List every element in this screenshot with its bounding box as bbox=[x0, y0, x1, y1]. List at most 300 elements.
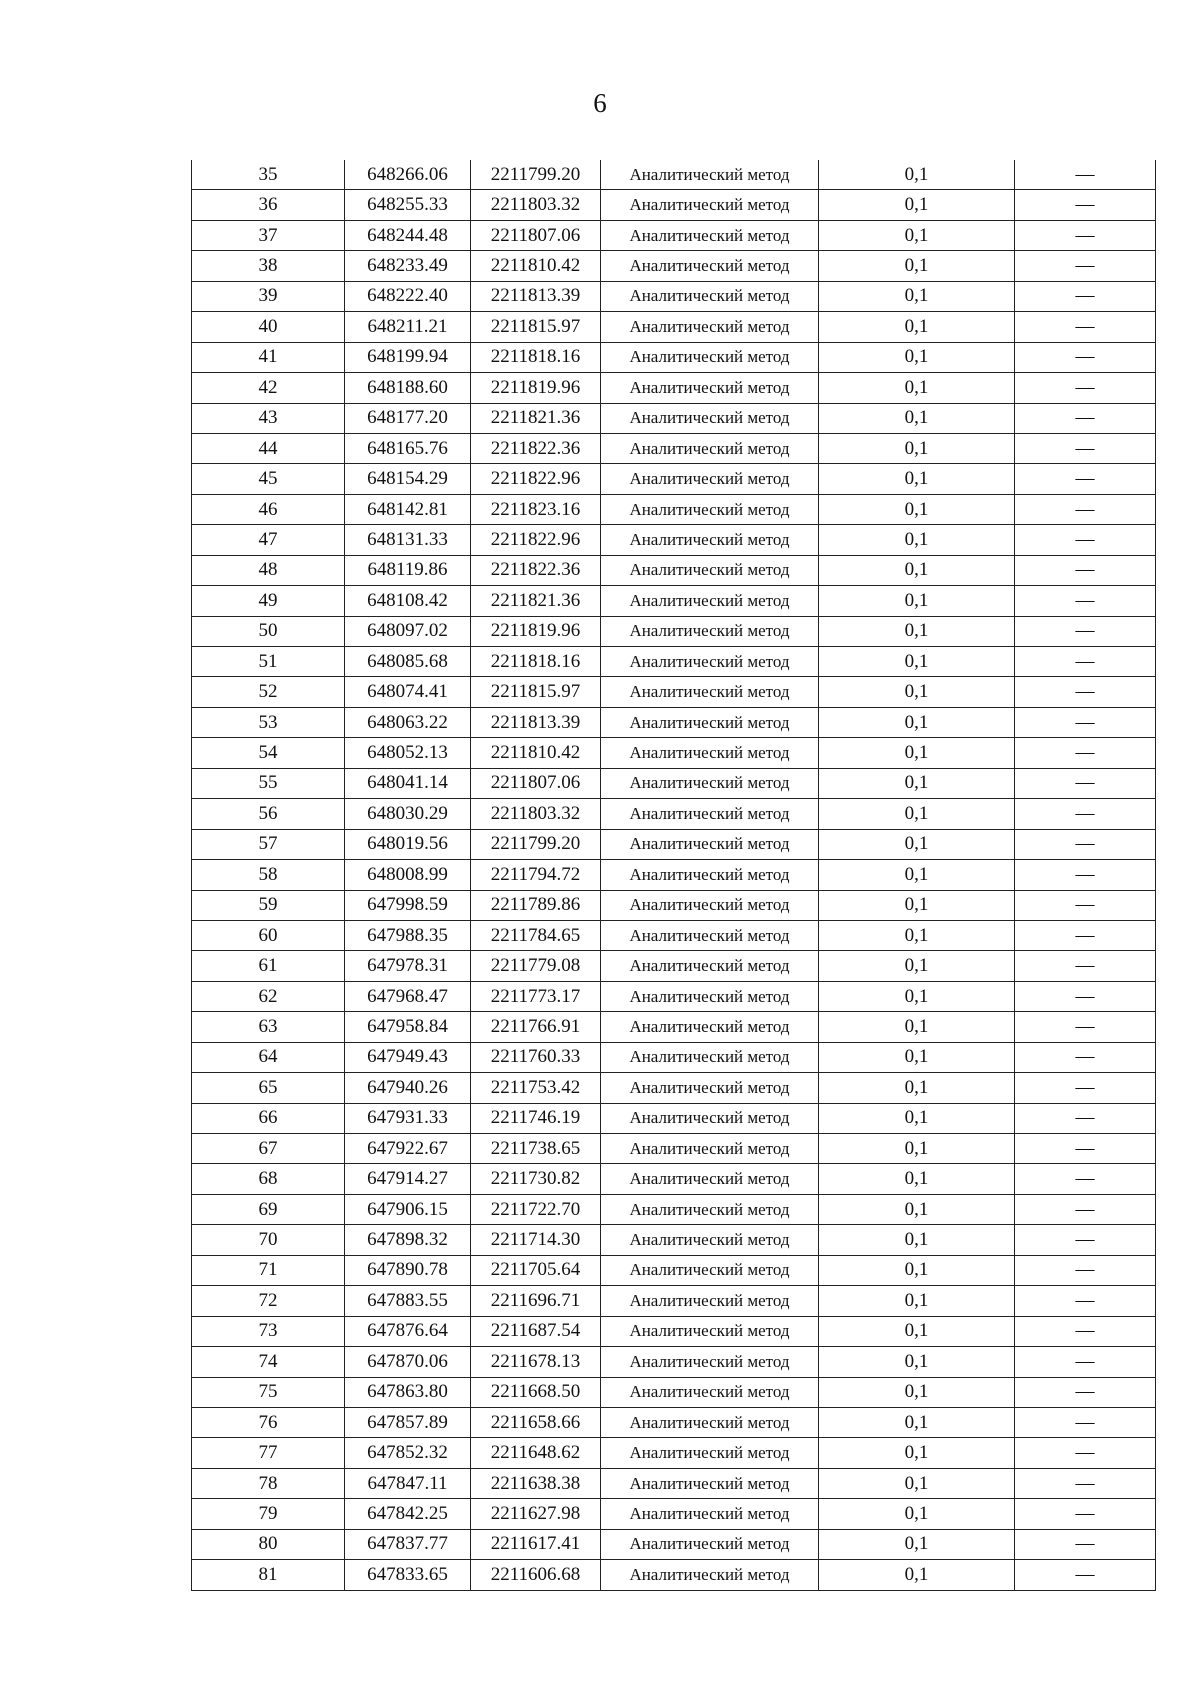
point-number-cell: 38 bbox=[192, 251, 345, 281]
table-row bbox=[192, 1255, 1156, 1285]
table-row bbox=[192, 373, 1156, 403]
x-coordinate-cell: 648063.22 bbox=[345, 707, 471, 737]
method-cell: Аналитический метод bbox=[601, 1438, 819, 1468]
point-number-cell: 40 bbox=[192, 312, 345, 342]
y-coordinate-cell: 2211815.97 bbox=[471, 312, 601, 342]
point-number-cell: 57 bbox=[192, 829, 345, 859]
x-coordinate-cell: 647857.89 bbox=[345, 1407, 471, 1437]
method-cell: Аналитический метод bbox=[601, 1377, 819, 1407]
description-cell: — bbox=[1015, 1316, 1156, 1346]
x-coordinate-cell: 648177.20 bbox=[345, 403, 471, 433]
y-coordinate-cell: 2211638.38 bbox=[471, 1468, 601, 1498]
description-cell: — bbox=[1015, 738, 1156, 768]
y-coordinate-cell: 2211722.70 bbox=[471, 1194, 601, 1224]
x-coordinate-cell: 647898.32 bbox=[345, 1225, 471, 1255]
accuracy-cell: 0,1 bbox=[819, 738, 1015, 768]
point-number-cell: 66 bbox=[192, 1103, 345, 1133]
x-coordinate-cell: 647890.78 bbox=[345, 1255, 471, 1285]
accuracy-cell: 0,1 bbox=[819, 1134, 1015, 1164]
y-coordinate-cell: 2211810.42 bbox=[471, 251, 601, 281]
x-coordinate-cell: 647870.06 bbox=[345, 1347, 471, 1377]
point-number-cell: 48 bbox=[192, 555, 345, 585]
point-number-cell: 54 bbox=[192, 738, 345, 768]
accuracy-cell: 0,1 bbox=[819, 1438, 1015, 1468]
table-row bbox=[192, 1225, 1156, 1255]
table-row bbox=[192, 768, 1156, 798]
point-number-cell: 55 bbox=[192, 768, 345, 798]
accuracy-cell: 0,1 bbox=[819, 190, 1015, 220]
description-cell: — bbox=[1015, 494, 1156, 524]
description-cell: — bbox=[1015, 312, 1156, 342]
accuracy-cell: 0,1 bbox=[819, 1316, 1015, 1346]
y-coordinate-cell: 2211799.20 bbox=[471, 829, 601, 859]
y-coordinate-cell: 2211687.54 bbox=[471, 1316, 601, 1346]
accuracy-cell: 0,1 bbox=[819, 586, 1015, 616]
accuracy-cell: 0,1 bbox=[819, 768, 1015, 798]
x-coordinate-cell: 648199.94 bbox=[345, 342, 471, 372]
x-coordinate-cell: 648142.81 bbox=[345, 494, 471, 524]
description-cell: — bbox=[1015, 1407, 1156, 1437]
accuracy-cell: 0,1 bbox=[819, 1255, 1015, 1285]
method-cell: Аналитический метод bbox=[601, 494, 819, 524]
accuracy-cell: 0,1 bbox=[819, 1164, 1015, 1194]
accuracy-cell: 0,1 bbox=[819, 1499, 1015, 1529]
table-row bbox=[192, 1012, 1156, 1042]
accuracy-cell: 0,1 bbox=[819, 951, 1015, 981]
table-row bbox=[192, 951, 1156, 981]
table-row bbox=[192, 1103, 1156, 1133]
y-coordinate-cell: 2211822.96 bbox=[471, 525, 601, 555]
y-coordinate-cell: 2211779.08 bbox=[471, 951, 601, 981]
y-coordinate-cell: 2211807.06 bbox=[471, 220, 601, 250]
method-cell: Аналитический метод bbox=[601, 920, 819, 950]
description-cell: — bbox=[1015, 1438, 1156, 1468]
method-cell: Аналитический метод bbox=[601, 586, 819, 616]
accuracy-cell: 0,1 bbox=[819, 433, 1015, 463]
point-number-cell: 37 bbox=[192, 220, 345, 250]
point-number-cell: 45 bbox=[192, 464, 345, 494]
y-coordinate-cell: 2211658.66 bbox=[471, 1407, 601, 1437]
point-number-cell: 81 bbox=[192, 1560, 345, 1590]
method-cell: Аналитический метод bbox=[601, 433, 819, 463]
description-cell: — bbox=[1015, 433, 1156, 463]
x-coordinate-cell: 647883.55 bbox=[345, 1286, 471, 1316]
accuracy-cell: 0,1 bbox=[819, 707, 1015, 737]
method-cell: Аналитический метод bbox=[601, 677, 819, 707]
description-cell: — bbox=[1015, 616, 1156, 646]
table-row bbox=[192, 586, 1156, 616]
description-cell: — bbox=[1015, 1255, 1156, 1285]
accuracy-cell: 0,1 bbox=[819, 890, 1015, 920]
point-number-cell: 61 bbox=[192, 951, 345, 981]
table-row bbox=[192, 1347, 1156, 1377]
table-row bbox=[192, 890, 1156, 920]
y-coordinate-cell: 2211823.16 bbox=[471, 494, 601, 524]
description-cell: — bbox=[1015, 464, 1156, 494]
y-coordinate-cell: 2211803.32 bbox=[471, 190, 601, 220]
description-cell: — bbox=[1015, 829, 1156, 859]
description-cell: — bbox=[1015, 342, 1156, 372]
method-cell: Аналитический метод bbox=[601, 981, 819, 1011]
point-number-cell: 63 bbox=[192, 1012, 345, 1042]
point-number-cell: 39 bbox=[192, 281, 345, 311]
table-row bbox=[192, 1468, 1156, 1498]
x-coordinate-cell: 648154.29 bbox=[345, 464, 471, 494]
y-coordinate-cell: 2211794.72 bbox=[471, 860, 601, 890]
description-cell: — bbox=[1015, 951, 1156, 981]
accuracy-cell: 0,1 bbox=[819, 281, 1015, 311]
method-cell: Аналитический метод bbox=[601, 312, 819, 342]
y-coordinate-cell: 2211821.36 bbox=[471, 403, 601, 433]
y-coordinate-cell: 2211730.82 bbox=[471, 1164, 601, 1194]
method-cell: Аналитический метод bbox=[601, 647, 819, 677]
accuracy-cell: 0,1 bbox=[819, 1286, 1015, 1316]
point-number-cell: 79 bbox=[192, 1499, 345, 1529]
table-row bbox=[192, 555, 1156, 585]
point-number-cell: 67 bbox=[192, 1134, 345, 1164]
point-number-cell: 46 bbox=[192, 494, 345, 524]
method-cell: Аналитический метод bbox=[601, 707, 819, 737]
x-coordinate-cell: 647847.11 bbox=[345, 1468, 471, 1498]
description-cell: — bbox=[1015, 1347, 1156, 1377]
point-number-cell: 35 bbox=[192, 160, 345, 190]
description-cell: — bbox=[1015, 920, 1156, 950]
x-coordinate-cell: 648097.02 bbox=[345, 616, 471, 646]
point-number-cell: 56 bbox=[192, 799, 345, 829]
description-cell: — bbox=[1015, 1377, 1156, 1407]
accuracy-cell: 0,1 bbox=[819, 403, 1015, 433]
x-coordinate-cell: 647922.67 bbox=[345, 1134, 471, 1164]
accuracy-cell: 0,1 bbox=[819, 1012, 1015, 1042]
x-coordinate-cell: 647998.59 bbox=[345, 890, 471, 920]
method-cell: Аналитический метод bbox=[601, 1407, 819, 1437]
y-coordinate-cell: 2211821.36 bbox=[471, 586, 601, 616]
method-cell: Аналитический метод bbox=[601, 1042, 819, 1072]
y-coordinate-cell: 2211627.98 bbox=[471, 1499, 601, 1529]
y-coordinate-cell: 2211760.33 bbox=[471, 1042, 601, 1072]
accuracy-cell: 0,1 bbox=[819, 677, 1015, 707]
table-row bbox=[192, 1042, 1156, 1072]
point-number-cell: 42 bbox=[192, 373, 345, 403]
point-number-cell: 75 bbox=[192, 1377, 345, 1407]
accuracy-cell: 0,1 bbox=[819, 525, 1015, 555]
description-cell: — bbox=[1015, 768, 1156, 798]
x-coordinate-cell: 647988.35 bbox=[345, 920, 471, 950]
point-number-cell: 59 bbox=[192, 890, 345, 920]
x-coordinate-cell: 648222.40 bbox=[345, 281, 471, 311]
y-coordinate-cell: 2211818.16 bbox=[471, 342, 601, 372]
description-cell: — bbox=[1015, 251, 1156, 281]
y-coordinate-cell: 2211753.42 bbox=[471, 1073, 601, 1103]
point-number-cell: 68 bbox=[192, 1164, 345, 1194]
point-number-cell: 44 bbox=[192, 433, 345, 463]
x-coordinate-cell: 647978.31 bbox=[345, 951, 471, 981]
accuracy-cell: 0,1 bbox=[819, 799, 1015, 829]
description-cell: — bbox=[1015, 1042, 1156, 1072]
x-coordinate-cell: 648188.60 bbox=[345, 373, 471, 403]
method-cell: Аналитический метод bbox=[601, 190, 819, 220]
x-coordinate-cell: 647949.43 bbox=[345, 1042, 471, 1072]
method-cell: Аналитический метод bbox=[601, 403, 819, 433]
table-row bbox=[192, 920, 1156, 950]
x-coordinate-cell: 648019.56 bbox=[345, 829, 471, 859]
table-row bbox=[192, 677, 1156, 707]
description-cell: — bbox=[1015, 555, 1156, 585]
description-cell: — bbox=[1015, 860, 1156, 890]
method-cell: Аналитический метод bbox=[601, 1194, 819, 1224]
point-number-cell: 53 bbox=[192, 707, 345, 737]
accuracy-cell: 0,1 bbox=[819, 494, 1015, 524]
description-cell: — bbox=[1015, 1529, 1156, 1559]
accuracy-cell: 0,1 bbox=[819, 342, 1015, 372]
point-number-cell: 36 bbox=[192, 190, 345, 220]
x-coordinate-cell: 648008.99 bbox=[345, 860, 471, 890]
point-number-cell: 49 bbox=[192, 586, 345, 616]
method-cell: Аналитический метод bbox=[601, 951, 819, 981]
x-coordinate-cell: 648052.13 bbox=[345, 738, 471, 768]
table-row bbox=[192, 160, 1156, 190]
method-cell: Аналитический метод bbox=[601, 890, 819, 920]
x-coordinate-cell: 647876.64 bbox=[345, 1316, 471, 1346]
method-cell: Аналитический метод bbox=[601, 1499, 819, 1529]
table-row bbox=[192, 738, 1156, 768]
description-cell: — bbox=[1015, 220, 1156, 250]
y-coordinate-cell: 2211822.96 bbox=[471, 464, 601, 494]
method-cell: Аналитический метод bbox=[601, 738, 819, 768]
table-row bbox=[192, 251, 1156, 281]
description-cell: — bbox=[1015, 403, 1156, 433]
table-row bbox=[192, 342, 1156, 372]
point-number-cell: 76 bbox=[192, 1407, 345, 1437]
point-number-cell: 60 bbox=[192, 920, 345, 950]
x-coordinate-cell: 648108.42 bbox=[345, 586, 471, 616]
table-row bbox=[192, 1499, 1156, 1529]
method-cell: Аналитический метод bbox=[601, 1560, 819, 1590]
method-cell: Аналитический метод bbox=[601, 1073, 819, 1103]
point-number-cell: 51 bbox=[192, 647, 345, 677]
accuracy-cell: 0,1 bbox=[819, 981, 1015, 1011]
method-cell: Аналитический метод bbox=[601, 1529, 819, 1559]
accuracy-cell: 0,1 bbox=[819, 251, 1015, 281]
table-row bbox=[192, 1164, 1156, 1194]
accuracy-cell: 0,1 bbox=[819, 1194, 1015, 1224]
method-cell: Аналитический метод bbox=[601, 525, 819, 555]
y-coordinate-cell: 2211822.36 bbox=[471, 555, 601, 585]
accuracy-cell: 0,1 bbox=[819, 373, 1015, 403]
x-coordinate-cell: 647837.77 bbox=[345, 1529, 471, 1559]
y-coordinate-cell: 2211766.91 bbox=[471, 1012, 601, 1042]
x-coordinate-cell: 648085.68 bbox=[345, 647, 471, 677]
accuracy-cell: 0,1 bbox=[819, 1468, 1015, 1498]
method-cell: Аналитический метод bbox=[601, 1316, 819, 1346]
method-cell: Аналитический метод bbox=[601, 799, 819, 829]
accuracy-cell: 0,1 bbox=[819, 312, 1015, 342]
accuracy-cell: 0,1 bbox=[819, 1377, 1015, 1407]
accuracy-cell: 0,1 bbox=[819, 920, 1015, 950]
y-coordinate-cell: 2211799.20 bbox=[471, 160, 601, 190]
method-cell: Аналитический метод bbox=[601, 616, 819, 646]
accuracy-cell: 0,1 bbox=[819, 1560, 1015, 1590]
y-coordinate-cell: 2211784.65 bbox=[471, 920, 601, 950]
point-number-cell: 78 bbox=[192, 1468, 345, 1498]
table-row bbox=[192, 433, 1156, 463]
accuracy-cell: 0,1 bbox=[819, 464, 1015, 494]
y-coordinate-cell: 2211815.97 bbox=[471, 677, 601, 707]
description-cell: — bbox=[1015, 160, 1156, 190]
method-cell: Аналитический метод bbox=[601, 373, 819, 403]
point-number-cell: 64 bbox=[192, 1042, 345, 1072]
table-row bbox=[192, 190, 1156, 220]
x-coordinate-cell: 647958.84 bbox=[345, 1012, 471, 1042]
table-row bbox=[192, 464, 1156, 494]
y-coordinate-cell: 2211668.50 bbox=[471, 1377, 601, 1407]
y-coordinate-cell: 2211606.68 bbox=[471, 1560, 601, 1590]
x-coordinate-cell: 647833.65 bbox=[345, 1560, 471, 1590]
method-cell: Аналитический метод bbox=[601, 281, 819, 311]
description-cell: — bbox=[1015, 1194, 1156, 1224]
y-coordinate-cell: 2211746.19 bbox=[471, 1103, 601, 1133]
x-coordinate-cell: 647906.15 bbox=[345, 1194, 471, 1224]
description-cell: — bbox=[1015, 1073, 1156, 1103]
table-row bbox=[192, 1438, 1156, 1468]
accuracy-cell: 0,1 bbox=[819, 555, 1015, 585]
description-cell: — bbox=[1015, 586, 1156, 616]
accuracy-cell: 0,1 bbox=[819, 1073, 1015, 1103]
x-coordinate-cell: 648211.21 bbox=[345, 312, 471, 342]
accuracy-cell: 0,1 bbox=[819, 220, 1015, 250]
x-coordinate-cell: 647842.25 bbox=[345, 1499, 471, 1529]
page-number: 6 bbox=[593, 88, 607, 118]
accuracy-cell: 0,1 bbox=[819, 860, 1015, 890]
point-number-cell: 50 bbox=[192, 616, 345, 646]
x-coordinate-cell: 647940.26 bbox=[345, 1073, 471, 1103]
x-coordinate-cell: 648041.14 bbox=[345, 768, 471, 798]
y-coordinate-cell: 2211822.36 bbox=[471, 433, 601, 463]
accuracy-cell: 0,1 bbox=[819, 1347, 1015, 1377]
table-row bbox=[192, 981, 1156, 1011]
method-cell: Аналитический метод bbox=[601, 829, 819, 859]
point-number-cell: 43 bbox=[192, 403, 345, 433]
accuracy-cell: 0,1 bbox=[819, 1042, 1015, 1072]
x-coordinate-cell: 648244.48 bbox=[345, 220, 471, 250]
point-number-cell: 58 bbox=[192, 860, 345, 890]
y-coordinate-cell: 2211773.17 bbox=[471, 981, 601, 1011]
table-row bbox=[192, 220, 1156, 250]
description-cell: — bbox=[1015, 981, 1156, 1011]
point-number-cell: 65 bbox=[192, 1073, 345, 1103]
x-coordinate-cell: 647931.33 bbox=[345, 1103, 471, 1133]
table-row bbox=[192, 1134, 1156, 1164]
y-coordinate-cell: 2211789.86 bbox=[471, 890, 601, 920]
table-row bbox=[192, 860, 1156, 890]
method-cell: Аналитический метод bbox=[601, 1468, 819, 1498]
x-coordinate-cell: 647968.47 bbox=[345, 981, 471, 1011]
point-number-cell: 74 bbox=[192, 1347, 345, 1377]
x-coordinate-cell: 647863.80 bbox=[345, 1377, 471, 1407]
x-coordinate-cell: 648165.76 bbox=[345, 433, 471, 463]
point-number-cell: 47 bbox=[192, 525, 345, 555]
table-row bbox=[192, 799, 1156, 829]
y-coordinate-cell: 2211818.16 bbox=[471, 647, 601, 677]
method-cell: Аналитический метод bbox=[601, 220, 819, 250]
table-row bbox=[192, 525, 1156, 555]
method-cell: Аналитический метод bbox=[601, 1164, 819, 1194]
description-cell: — bbox=[1015, 1225, 1156, 1255]
table-row bbox=[192, 647, 1156, 677]
table-row bbox=[192, 616, 1156, 646]
y-coordinate-cell: 2211810.42 bbox=[471, 738, 601, 768]
table-row bbox=[192, 281, 1156, 311]
accuracy-cell: 0,1 bbox=[819, 160, 1015, 190]
y-coordinate-cell: 2211648.62 bbox=[471, 1438, 601, 1468]
point-number-cell: 70 bbox=[192, 1225, 345, 1255]
table-row bbox=[192, 707, 1156, 737]
accuracy-cell: 0,1 bbox=[819, 1103, 1015, 1133]
table-row bbox=[192, 1407, 1156, 1437]
coordinates-table-body bbox=[192, 160, 1156, 1590]
x-coordinate-cell: 648030.29 bbox=[345, 799, 471, 829]
x-coordinate-cell: 648233.49 bbox=[345, 251, 471, 281]
x-coordinate-cell: 648119.86 bbox=[345, 555, 471, 585]
point-number-cell: 77 bbox=[192, 1438, 345, 1468]
y-coordinate-cell: 2211678.13 bbox=[471, 1347, 601, 1377]
method-cell: Аналитический метод bbox=[601, 1225, 819, 1255]
y-coordinate-cell: 2211738.65 bbox=[471, 1134, 601, 1164]
x-coordinate-cell: 648074.41 bbox=[345, 677, 471, 707]
method-cell: Аналитический метод bbox=[601, 160, 819, 190]
point-number-cell: 62 bbox=[192, 981, 345, 1011]
table-row bbox=[192, 312, 1156, 342]
description-cell: — bbox=[1015, 190, 1156, 220]
description-cell: — bbox=[1015, 1499, 1156, 1529]
point-number-cell: 80 bbox=[192, 1529, 345, 1559]
y-coordinate-cell: 2211696.71 bbox=[471, 1286, 601, 1316]
description-cell: — bbox=[1015, 525, 1156, 555]
description-cell: — bbox=[1015, 799, 1156, 829]
x-coordinate-cell: 648255.33 bbox=[345, 190, 471, 220]
table-row bbox=[192, 403, 1156, 433]
description-cell: — bbox=[1015, 1012, 1156, 1042]
y-coordinate-cell: 2211813.39 bbox=[471, 281, 601, 311]
method-cell: Аналитический метод bbox=[601, 555, 819, 585]
x-coordinate-cell: 647914.27 bbox=[345, 1164, 471, 1194]
method-cell: Аналитический метод bbox=[601, 768, 819, 798]
x-coordinate-cell: 647852.32 bbox=[345, 1438, 471, 1468]
method-cell: Аналитический метод bbox=[601, 251, 819, 281]
y-coordinate-cell: 2211819.96 bbox=[471, 373, 601, 403]
method-cell: Аналитический метод bbox=[601, 1012, 819, 1042]
method-cell: Аналитический метод bbox=[601, 464, 819, 494]
point-number-cell: 71 bbox=[192, 1255, 345, 1285]
table-row bbox=[192, 1529, 1156, 1559]
table-row bbox=[192, 1073, 1156, 1103]
description-cell: — bbox=[1015, 677, 1156, 707]
coordinates-table bbox=[191, 160, 1156, 1591]
description-cell: — bbox=[1015, 647, 1156, 677]
table-row bbox=[192, 1194, 1156, 1224]
method-cell: Аналитический метод bbox=[601, 860, 819, 890]
table-row bbox=[192, 1377, 1156, 1407]
description-cell: — bbox=[1015, 1560, 1156, 1590]
method-cell: Аналитический метод bbox=[601, 342, 819, 372]
table-row bbox=[192, 1560, 1156, 1590]
description-cell: — bbox=[1015, 1134, 1156, 1164]
x-coordinate-cell: 648131.33 bbox=[345, 525, 471, 555]
accuracy-cell: 0,1 bbox=[819, 829, 1015, 859]
accuracy-cell: 0,1 bbox=[819, 616, 1015, 646]
description-cell: — bbox=[1015, 373, 1156, 403]
description-cell: — bbox=[1015, 1164, 1156, 1194]
